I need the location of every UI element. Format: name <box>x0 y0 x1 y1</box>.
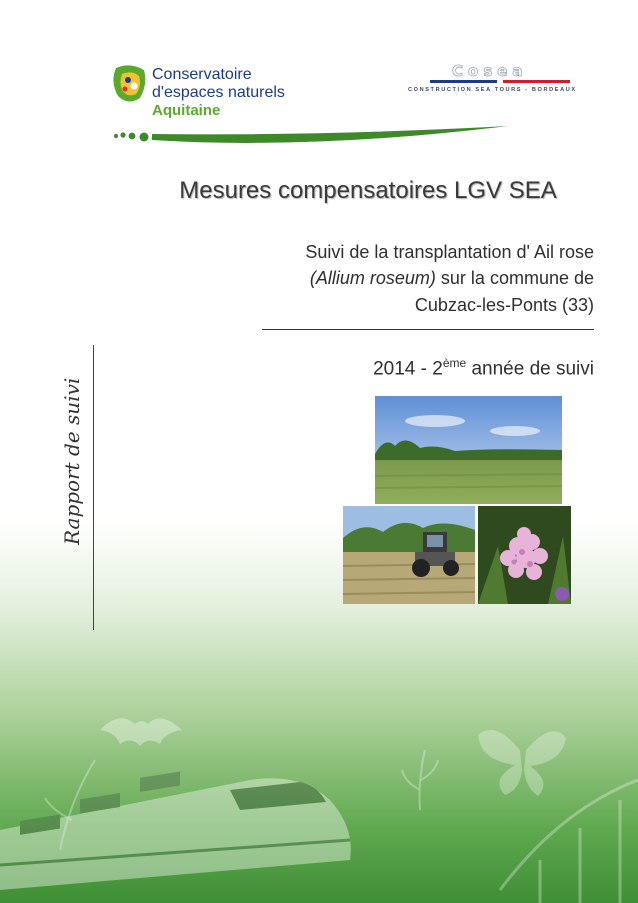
bat-icon <box>100 718 182 746</box>
subtitle-line3: Cubzac-les-Ponts (33) <box>414 295 594 315</box>
report-title: Mesures compensatoires LGV SEA <box>179 177 557 204</box>
year-prefix: 2014 - 2 <box>373 358 443 380</box>
species-name: (Allium roseum) <box>309 268 436 288</box>
year-superscript: ème <box>442 356 467 370</box>
cosea-stripe <box>430 80 570 83</box>
side-label-report-type: Rapport de suivi <box>60 377 84 545</box>
green-swoosh-decoration <box>112 120 512 150</box>
year-suffix: année de suivi <box>466 358 594 380</box>
cen-logo-line2: d'espaces naturels <box>152 84 285 101</box>
butterfly-icon <box>478 730 566 796</box>
tractor-photo <box>343 506 475 604</box>
subtitle-line2-rest: sur la commune de <box>435 268 594 288</box>
allium-flower-photo <box>478 506 571 604</box>
cosea-tagline: CONSTRUCTION SEA TOURS - BORDEAUX <box>408 87 577 93</box>
cen-logo-line1: Conservatoire <box>152 66 252 83</box>
bridge-icon <box>500 780 638 903</box>
cosea-logo <box>408 60 592 100</box>
tgv-train-icon <box>0 771 351 890</box>
cosea-wordmark: Cosea <box>452 62 528 80</box>
meadow-photo <box>375 396 562 504</box>
subtitle-line1: Suivi de la transplantation d' Ail rose <box>305 242 594 262</box>
cen-emblem-icon <box>112 64 148 104</box>
monitoring-year <box>373 356 594 380</box>
subtitle-divider <box>262 329 594 330</box>
cen-aquitaine-logo <box>112 62 302 124</box>
bottom-decoration <box>0 690 638 903</box>
cen-logo-line3: Aquitaine <box>152 102 221 119</box>
side-vertical-rule <box>93 345 94 630</box>
subtitle-line2 <box>310 266 594 290</box>
